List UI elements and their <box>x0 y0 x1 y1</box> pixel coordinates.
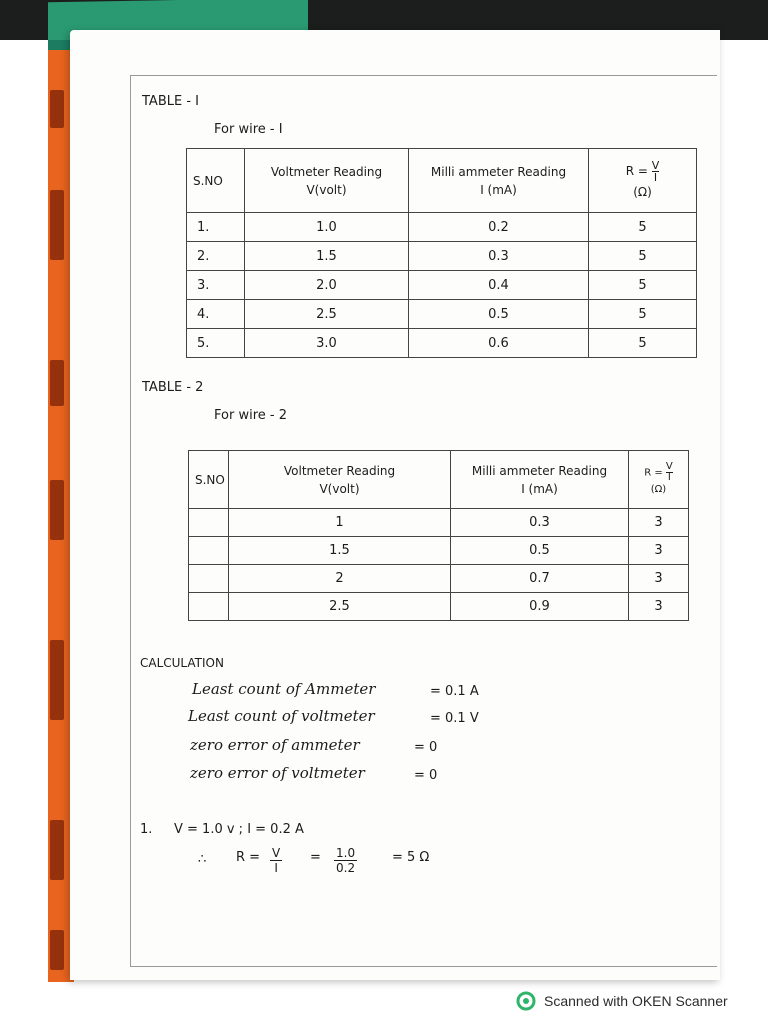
table1-cell-sno: 3. <box>187 271 245 300</box>
calc-line-label: Least count of Ammeter <box>192 680 376 698</box>
fraction-denominator: I <box>274 861 278 875</box>
table1-heading: TABLE - I <box>142 94 199 109</box>
table2-cell-sno <box>189 593 229 621</box>
table-row <box>189 509 689 537</box>
table2-header-r-den: I <box>667 472 671 483</box>
cover-mark <box>50 820 64 880</box>
table1-header-row <box>187 149 697 213</box>
table2-header-voltmeter-line2: V(volt) <box>319 481 360 496</box>
table1-header-r-num: V <box>651 159 660 172</box>
table2-cell-resistance: 3 <box>629 593 689 621</box>
equals-sign: = <box>310 850 321 865</box>
calc-line-value: = 0 <box>414 740 438 755</box>
fraction-values <box>334 846 357 875</box>
table2-cell-current: 0.7 <box>451 565 629 593</box>
table1-cell-sno: 4. <box>187 300 245 329</box>
table-row <box>189 537 689 565</box>
table-row <box>187 329 697 358</box>
table1-cell-voltage: 2.0 <box>245 271 409 300</box>
table2-cell-sno <box>189 537 229 565</box>
table1-cell-current: 0.3 <box>409 242 589 271</box>
table2-cell-resistance: 3 <box>629 565 689 593</box>
table2-cell-current: 0.5 <box>451 537 629 565</box>
table1-cell-sno: 5. <box>187 329 245 358</box>
fraction-denominator: 0.2 <box>336 861 356 875</box>
fraction-numerator: 1.0 <box>336 846 356 860</box>
table2 <box>188 450 689 621</box>
table1-cell-voltage: 1.0 <box>245 213 409 242</box>
table2-heading: TABLE - 2 <box>142 380 204 395</box>
table2-cell-resistance: 3 <box>629 537 689 565</box>
table-row <box>187 242 697 271</box>
table2-header-r-prefix: R = <box>644 467 663 479</box>
table1-header-ammeter-line2: I (mA) <box>480 182 517 197</box>
calc-line-value: = 0.1 A <box>430 684 479 699</box>
cover-mark <box>50 930 64 970</box>
table1-header-voltmeter-line1: Voltmeter Reading <box>270 164 383 179</box>
cover-mark <box>50 360 64 406</box>
step-given-values: V = 1.0 v ; I = 0.2 A <box>174 822 304 837</box>
table2-header-ammeter-line1: Milli ammeter Reading <box>471 463 608 478</box>
table1-header-ammeter <box>409 149 589 213</box>
table1-cell-resistance: 5 <box>589 300 697 329</box>
table2-cell-sno <box>189 509 229 537</box>
resistance-result: = 5 Ω <box>392 850 430 865</box>
table2-header-voltmeter <box>229 451 451 509</box>
table-row <box>187 213 697 242</box>
notebook-page <box>70 30 720 980</box>
calc-line-value: = 0 <box>414 768 438 783</box>
resistance-label: R = <box>236 850 261 865</box>
table2-header-voltmeter-line1: Voltmeter Reading <box>283 463 396 478</box>
table2-header-sno: S.NO <box>189 451 229 509</box>
table1-cell-current: 0.4 <box>409 271 589 300</box>
table2-cell-current: 0.3 <box>451 509 629 537</box>
table2-header-r-num: V <box>665 461 673 472</box>
table1-cell-current: 0.2 <box>409 213 589 242</box>
table2-cell-voltage: 1 <box>229 509 451 537</box>
table1-cell-current: 0.6 <box>409 329 589 358</box>
table-row <box>187 300 697 329</box>
table2-header-row <box>189 451 689 509</box>
table1-header-r-den: I <box>653 171 658 184</box>
table1-subheading: For wire - I <box>214 122 283 137</box>
table1-cell-resistance: 5 <box>589 242 697 271</box>
table1-header-r-unit: (Ω) <box>633 185 652 199</box>
cover-mark <box>50 640 64 720</box>
step-number: 1. <box>140 822 153 837</box>
table1-cell-sno: 2. <box>187 242 245 271</box>
oken-scanner-logo-icon <box>516 991 536 1011</box>
table2-header-ammeter <box>451 451 629 509</box>
table2-cell-voltage: 2.5 <box>229 593 451 621</box>
table-row <box>189 565 689 593</box>
calc-line-value: = 0.1 V <box>430 711 479 726</box>
calc-line-label: Least count of voltmeter <box>188 707 375 725</box>
calc-line-label: zero error of ammeter <box>190 736 360 754</box>
calculation-heading: CALCULATION <box>140 656 224 670</box>
cover-mark <box>50 190 64 260</box>
table1-cell-current: 0.5 <box>409 300 589 329</box>
table1-cell-voltage: 1.5 <box>245 242 409 271</box>
table2-header-resistance <box>629 451 689 509</box>
table1-header-sno: S.NO <box>187 149 245 213</box>
table1-header-voltmeter-line2: V(volt) <box>306 182 347 197</box>
table2-cell-voltage: 2 <box>229 565 451 593</box>
table2-subheading: For wire - 2 <box>214 408 287 423</box>
table1-header-r-prefix: R = <box>625 164 648 178</box>
table1-cell-resistance: 5 <box>589 329 697 358</box>
table1-cell-resistance: 5 <box>589 213 697 242</box>
table1-cell-resistance: 5 <box>589 271 697 300</box>
fraction-v-over-i <box>270 846 282 875</box>
table2-header-ammeter-line2: I (mA) <box>521 481 558 496</box>
table1-header-resistance <box>589 149 697 213</box>
therefore-symbol: ∴ <box>198 852 207 867</box>
scanner-watermark-text: Scanned with OKEN Scanner <box>544 993 728 1009</box>
table1-cell-voltage: 2.5 <box>245 300 409 329</box>
table-row <box>187 271 697 300</box>
cover-mark <box>50 90 64 128</box>
cover-mark <box>50 480 64 540</box>
table1-cell-sno: 1. <box>187 213 245 242</box>
calc-line-label: zero error of voltmeter <box>190 764 365 782</box>
table2-header-r-unit: (Ω) <box>650 484 667 495</box>
fraction-numerator: V <box>272 846 281 860</box>
table1-cell-voltage: 3.0 <box>245 329 409 358</box>
table2-cell-resistance: 3 <box>629 509 689 537</box>
table2-cell-sno <box>189 565 229 593</box>
scanner-watermark <box>516 990 728 1012</box>
table2-cell-voltage: 1.5 <box>229 537 451 565</box>
table2-cell-current: 0.9 <box>451 593 629 621</box>
table1-header-ammeter-line1: Milli ammeter Reading <box>430 164 567 179</box>
table1-header-voltmeter <box>245 149 409 213</box>
table-row <box>189 593 689 621</box>
table1 <box>186 148 697 358</box>
